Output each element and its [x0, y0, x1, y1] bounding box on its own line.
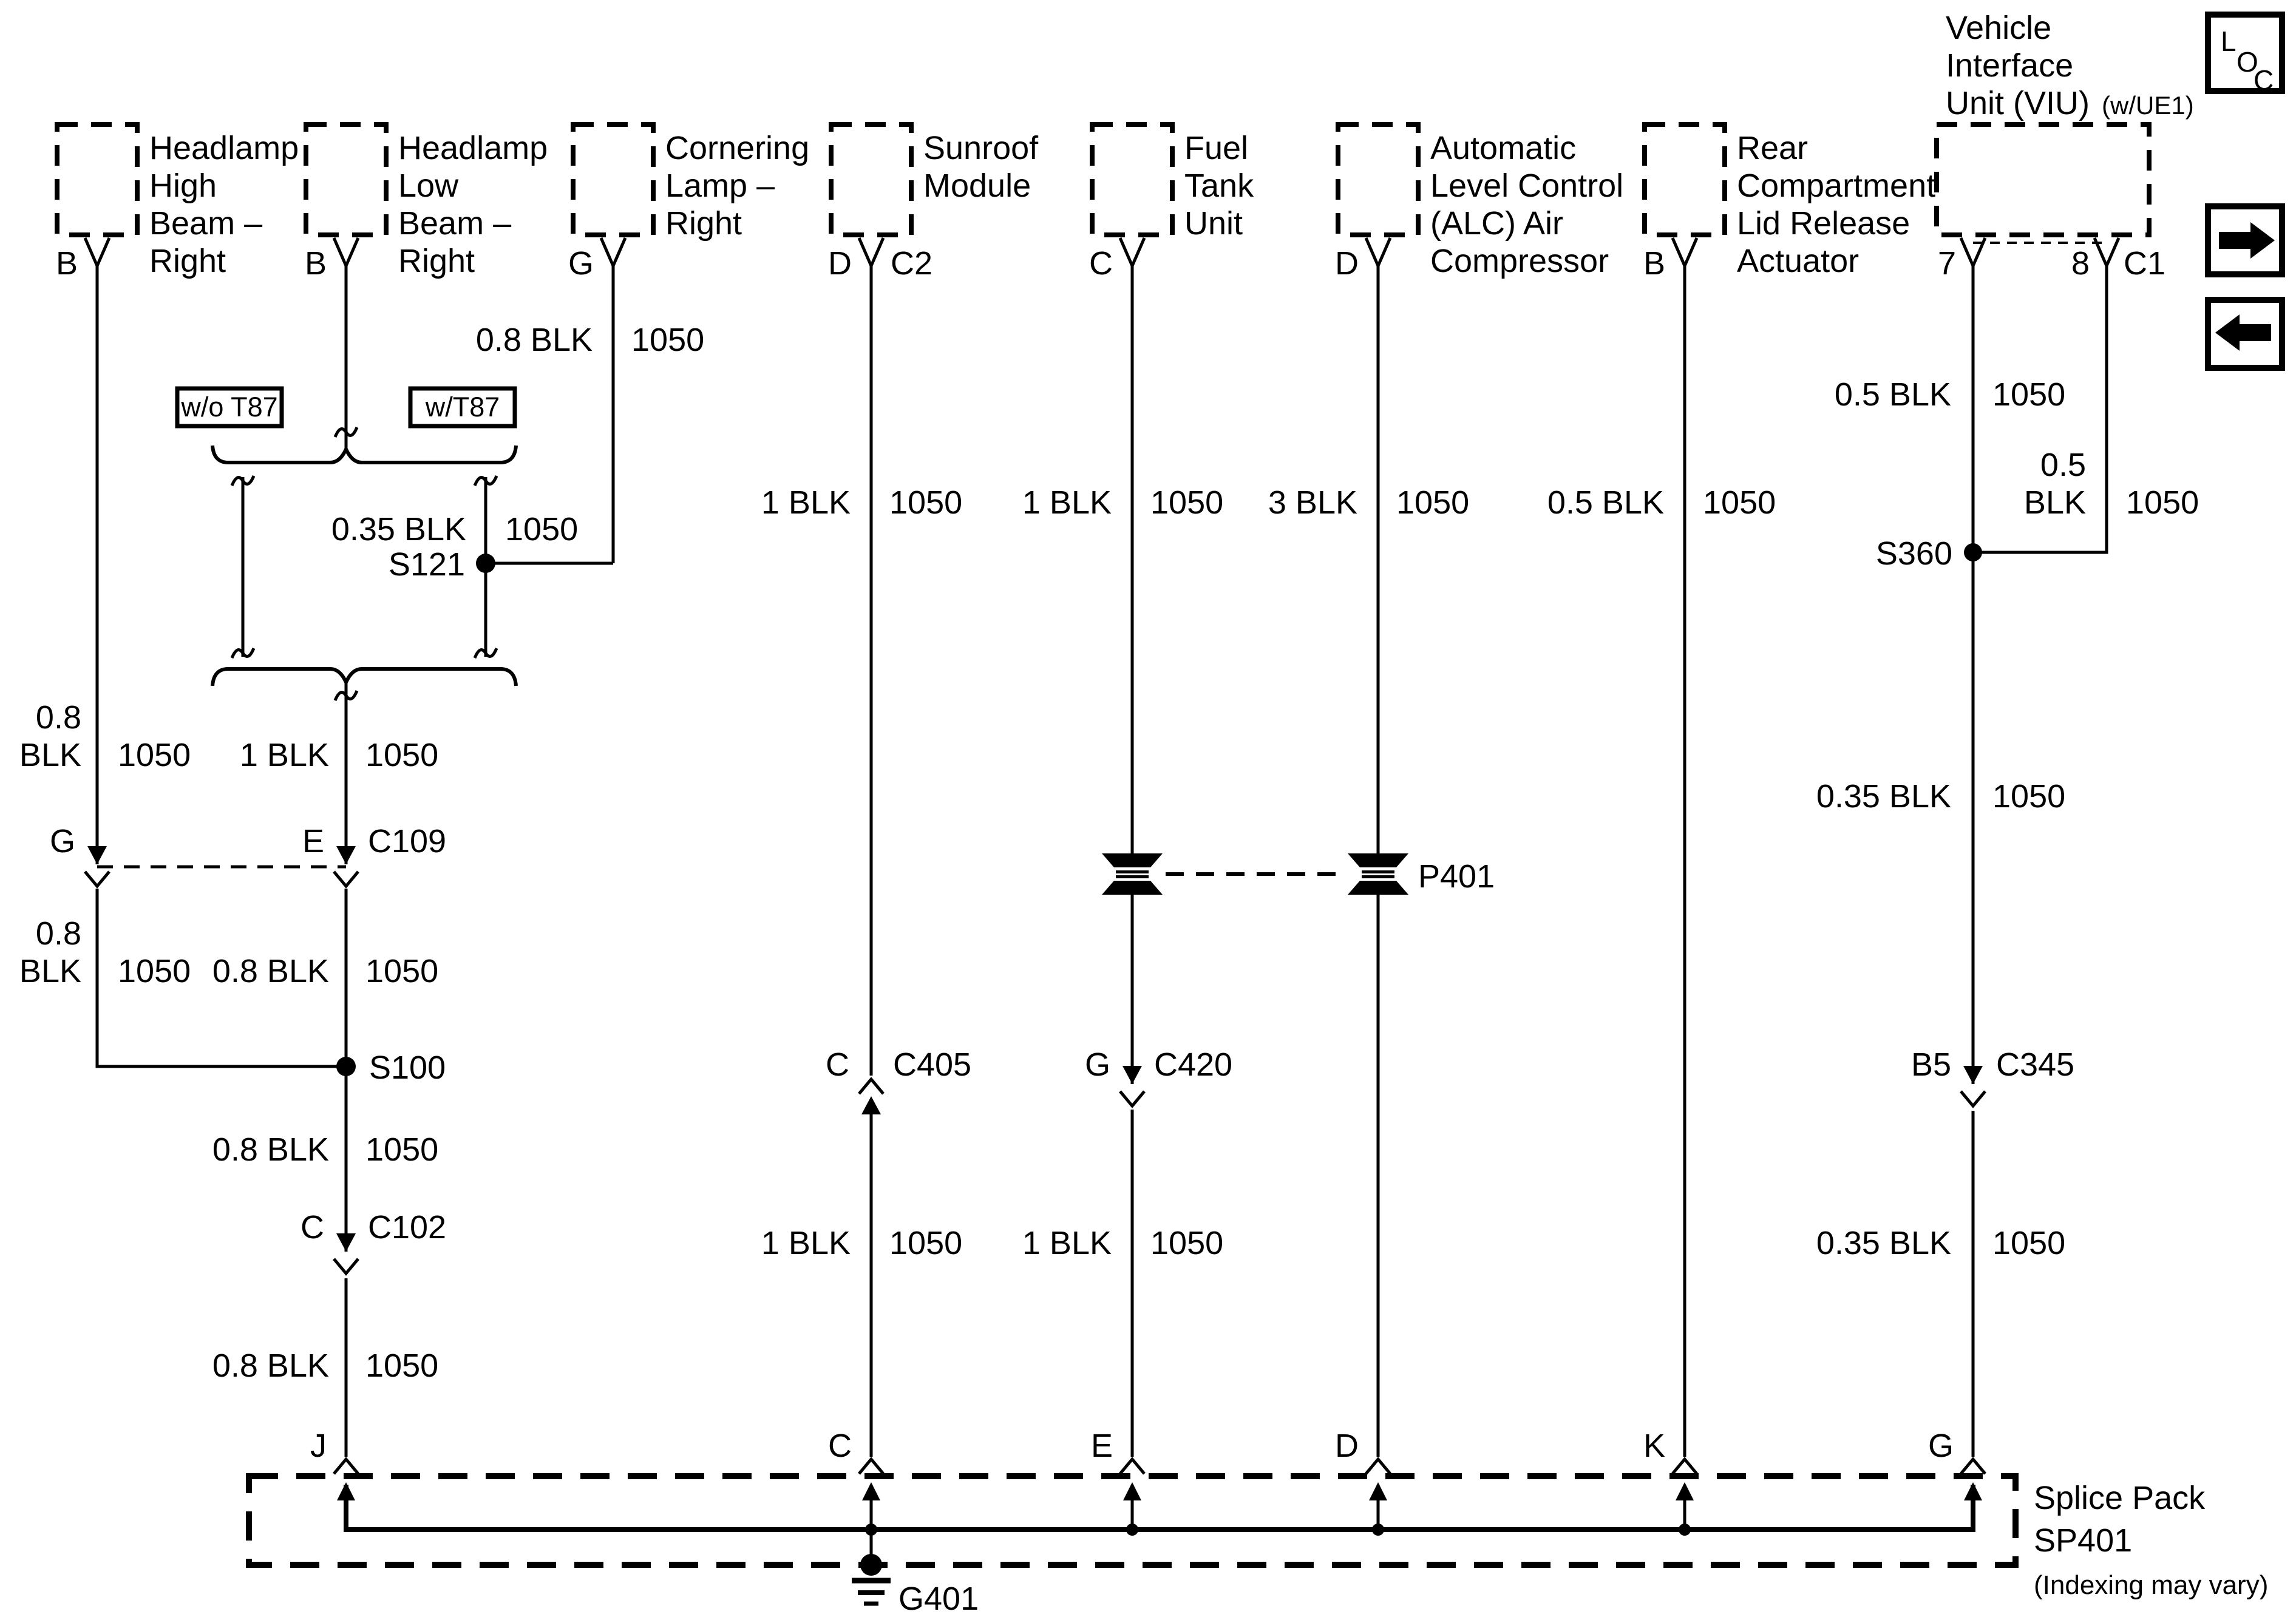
connector-pin: G	[1084, 1046, 1110, 1083]
connector-pin: C	[301, 1209, 324, 1246]
ground-label: G401	[898, 1581, 979, 1617]
connector-name: C102	[368, 1209, 447, 1246]
pin-letter: B	[304, 245, 327, 282]
component-label: Headlamp	[398, 130, 548, 166]
wire-circuit: 1050	[1150, 1225, 1224, 1261]
connector-name: C405	[893, 1046, 972, 1083]
wire-circuit: 1050	[1396, 484, 1470, 521]
component-label: Lamp –	[665, 168, 775, 204]
component-label: Cornering	[665, 130, 810, 166]
splice-pack-name: SP401	[2034, 1522, 2133, 1559]
option-tag-wo-t87: w/o T87	[181, 392, 278, 422]
wire-gauge: 0.8 BLK	[212, 1348, 329, 1384]
component-label: Right	[665, 205, 742, 242]
wire-gauge: 0.8 BLK	[212, 953, 329, 989]
wire-gauge: 0.5 BLK	[1834, 376, 1951, 413]
pin-letter: C	[1089, 245, 1113, 282]
wire-circuit: 1050	[505, 511, 579, 547]
option-tag-w-t87: w/T87	[425, 392, 500, 422]
wire-gauge: 1 BLK	[761, 484, 851, 521]
component-label: Rear	[1737, 130, 1809, 166]
wire-gauge: BLK	[19, 737, 81, 773]
component-label: Headlamp	[149, 130, 299, 166]
wire-gauge: 3 BLK	[1268, 484, 1357, 521]
wire-gauge: 0.8	[35, 699, 81, 736]
component-label: Beam –	[398, 205, 512, 242]
splice-s360-label: S360	[1875, 535, 1952, 572]
splice-pack-title: Splice Pack	[2034, 1480, 2206, 1516]
bus-junction-dot	[1126, 1524, 1138, 1536]
component-label: Actuator	[1737, 243, 1860, 279]
connector-name: C109	[368, 823, 447, 859]
wire-circuit: 1050	[365, 1348, 439, 1384]
wire-gauge: BLK	[2023, 484, 2086, 521]
splice-s100-dot	[336, 1057, 356, 1076]
wire-gauge: 1 BLK	[239, 737, 329, 773]
wire-circuit: 1050	[2126, 484, 2199, 521]
component-label: Right	[149, 243, 226, 279]
component-label: Compartment	[1737, 168, 1936, 204]
component-label: Module	[923, 168, 1031, 204]
splice-pack-pin: E	[1090, 1428, 1113, 1464]
loc-letter-o: O	[2237, 46, 2258, 78]
wire-gauge: 0.5 BLK	[1547, 484, 1664, 521]
wire-gauge: 0.35 BLK	[1816, 1225, 1951, 1261]
wire-circuit: 1050	[1992, 1225, 2066, 1261]
wire-circuit: 1050	[365, 953, 439, 989]
viu-title: Vehicle	[1946, 10, 2052, 46]
connector-name: P401	[1418, 858, 1495, 895]
splice-s121-dot	[476, 554, 495, 573]
splice-pack-note: (Indexing may vary)	[2034, 1570, 2269, 1600]
pin-letter: B	[1643, 245, 1665, 282]
wire-gauge: 0.8	[35, 915, 81, 952]
wire-circuit: 1050	[118, 737, 191, 773]
splice-pack-pin: C	[828, 1428, 852, 1464]
wire-circuit: 1050	[365, 737, 439, 773]
connector-pin: B5	[1911, 1046, 1951, 1083]
component-label: Lid Release	[1737, 205, 1911, 242]
component-label: Beam –	[149, 205, 263, 242]
wire-gauge: 0.35 BLK	[1816, 778, 1951, 815]
splice-pack-pin: G	[1927, 1428, 1954, 1464]
splice-pack-pin: D	[1335, 1428, 1359, 1464]
viu-title-suffix: (w/UE1)	[2102, 91, 2194, 120]
wire-circuit: 1050	[631, 322, 705, 358]
component-label: Tank	[1184, 168, 1254, 204]
wire-gauge: 1 BLK	[761, 1225, 851, 1261]
splice-s360-dot	[1964, 543, 1982, 561]
connector-name: C420	[1154, 1046, 1233, 1083]
splice-s100-label: S100	[369, 1049, 446, 1086]
component-label: Automatic	[1430, 130, 1577, 166]
pin-number: 7	[1937, 245, 1956, 282]
pin-letter: G	[568, 245, 594, 282]
wire-circuit: 1050	[1150, 484, 1224, 521]
loc-letter-c: C	[2254, 64, 2274, 96]
connector-pin: G	[49, 823, 75, 859]
viu-title: Interface	[1946, 47, 2074, 84]
wire-circuit: 1050	[889, 1225, 963, 1261]
viu-title: Unit (VIU)	[1946, 85, 2090, 121]
ground-edge-dot	[860, 1554, 882, 1576]
splice-s121-label: S121	[388, 546, 465, 583]
component-label: High	[149, 168, 217, 204]
pin-letter: D	[828, 245, 852, 282]
wire-circuit: 1050	[118, 953, 191, 989]
wire-gauge: 0.8 BLK	[212, 1131, 329, 1168]
wire-gauge: 0.8 BLK	[475, 322, 593, 358]
wire-circuit: 1050	[1992, 376, 2066, 413]
component-label: Fuel	[1184, 130, 1249, 166]
wire-circuit: 1050	[1703, 484, 1776, 521]
wire-circuit: 1050	[365, 1131, 439, 1168]
wire-gauge: BLK	[19, 953, 81, 989]
connector-name: C345	[1996, 1046, 2075, 1083]
component-label: (ALC) Air	[1430, 205, 1564, 242]
bus-junction-dot	[1679, 1524, 1691, 1536]
wire-circuit: 1050	[889, 484, 963, 521]
loc-letter-l: L	[2221, 25, 2237, 57]
wire-circuit: 1050	[1992, 778, 2066, 815]
component-label: Unit	[1184, 205, 1243, 242]
wire-gauge: 1 BLK	[1022, 484, 1112, 521]
component-label: Level Control	[1430, 168, 1624, 204]
component-label: Sunroof	[923, 130, 1039, 166]
pin-letter: D	[1335, 245, 1359, 282]
wire-gauge: 0.5	[2040, 447, 2086, 483]
connector-label-c1: C1	[2124, 245, 2166, 282]
component-label: Low	[398, 168, 459, 204]
connector-pin: C	[826, 1046, 849, 1083]
connector-pin: E	[302, 823, 324, 859]
splice-pack-pin: K	[1643, 1428, 1665, 1464]
splice-pack-pin: J	[310, 1428, 327, 1464]
bus-junction-dot	[1372, 1524, 1384, 1536]
wire-gauge: 1 BLK	[1022, 1225, 1112, 1261]
pin-letter: B	[55, 245, 78, 282]
component-label: Compressor	[1430, 243, 1609, 279]
component-label: Right	[398, 243, 475, 279]
wire-gauge: 0.35 BLK	[331, 511, 466, 547]
connector-label-c2: C2	[891, 245, 933, 282]
pin-number: 8	[2071, 245, 2090, 282]
